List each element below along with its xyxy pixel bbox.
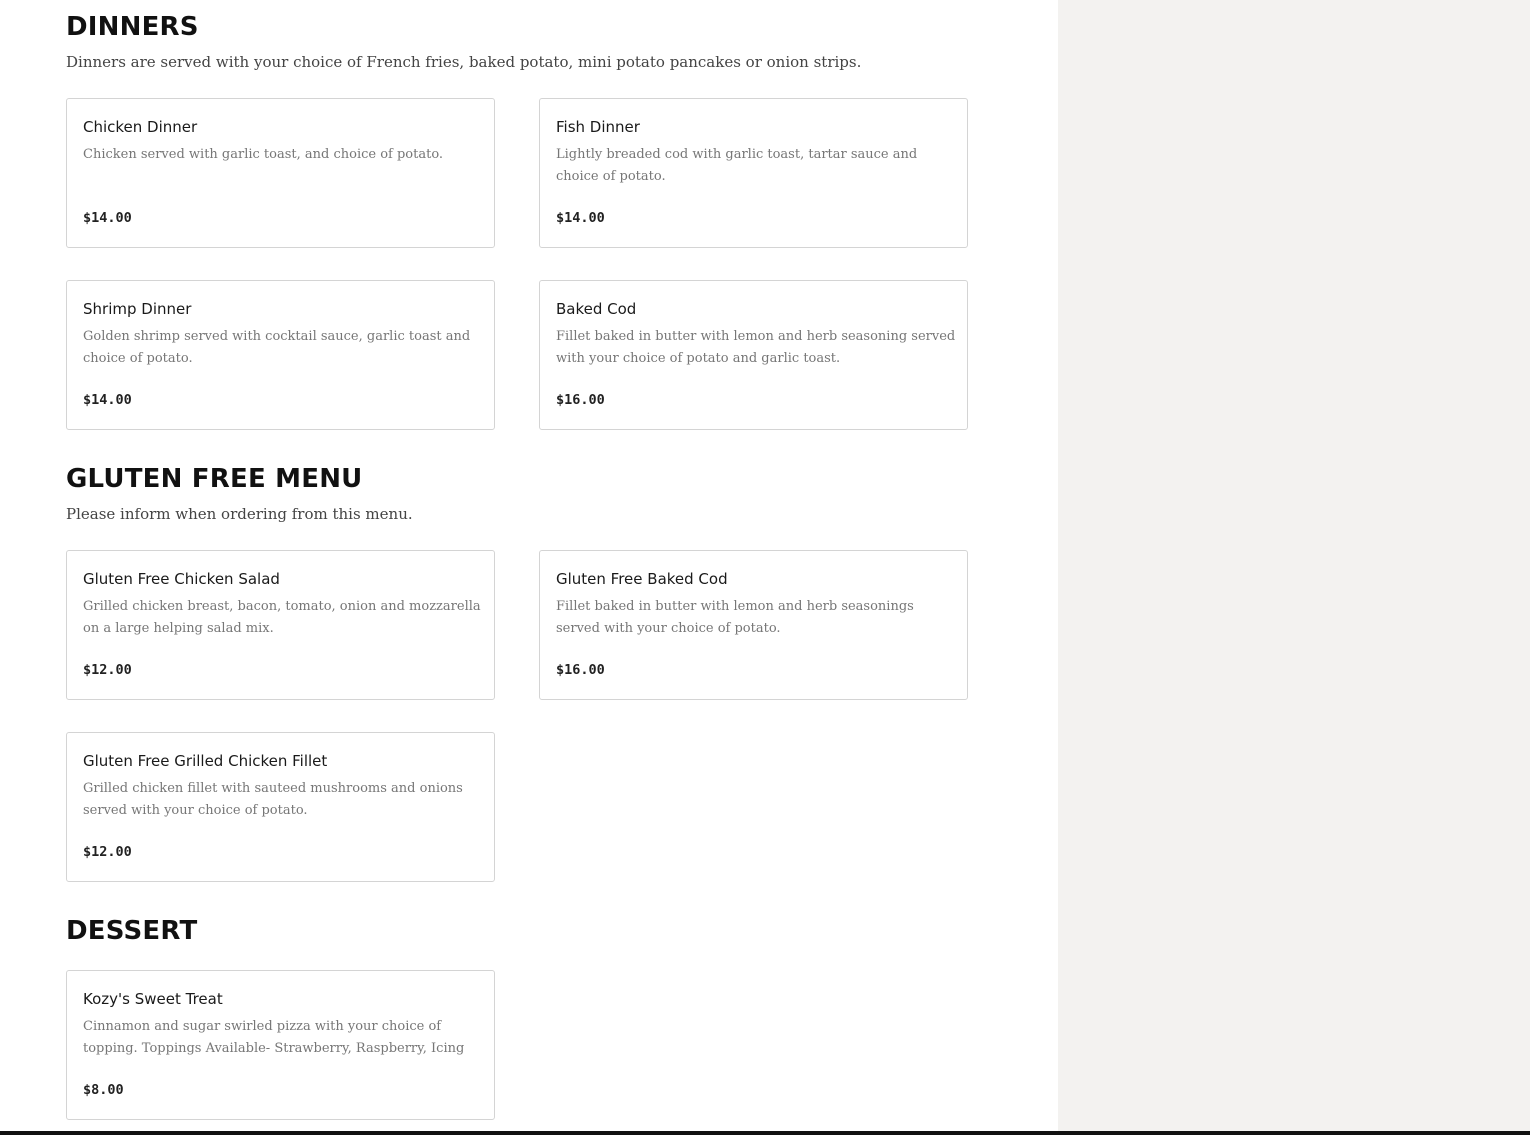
menu-item-description: Fillet baked in butter with lemon and herb seasoning served with your choice of potato and garlic toast. (556, 329, 956, 366)
side-panel (1058, 0, 1530, 1135)
menu-item-price: $16.00 (556, 662, 605, 678)
menu-item-name: Chicken Dinner (83, 118, 198, 136)
section-title-dinners: DINNERS (66, 12, 199, 42)
section-description-dinners: Dinners are served with your choice of French fries, baked potato, mini potato pancakes or onion strips. (66, 53, 862, 71)
menu-item-price: $12.00 (83, 844, 132, 860)
menu-item-description: Chicken served with garlic toast, and choice of potato. (83, 147, 444, 162)
section-title-gluten-free: GLUTEN FREE MENU (66, 464, 363, 494)
menu-item-shrimp-dinner[interactable] (66, 280, 495, 430)
menu-item-description: Cinnamon and sugar swirled pizza with your choice of topping. Toppings Available- Strawberry, Raspberry, Icing (83, 1019, 465, 1056)
menu-item-gluten-free-chicken-salad[interactable] (66, 550, 495, 700)
menu-item-price: $8.00 (83, 1082, 124, 1098)
menu-item-price: $14.00 (83, 210, 132, 226)
menu-item-description: Fillet baked in butter with lemon and herb seasonings served with your choice of potato. (556, 599, 914, 636)
menu-item-name: Gluten Free Baked Cod (556, 570, 728, 588)
menu-item-chicken-dinner[interactable] (66, 98, 495, 248)
menu-item-price: $16.00 (556, 392, 605, 408)
menu-item-description: Grilled chicken fillet with sauteed mushrooms and onions served with your choice of potato. (83, 781, 463, 818)
menu-item-name: Baked Cod (556, 300, 637, 318)
menu-item-gluten-free-grilled-chicken-fillet[interactable] (66, 732, 495, 882)
menu-item-name: Fish Dinner (556, 118, 640, 136)
bottom-bar (0, 1131, 1530, 1135)
menu-item-kozys-sweet-treat[interactable] (66, 970, 495, 1120)
menu-item-baked-cod[interactable] (539, 280, 968, 430)
menu-item-description: Golden shrimp served with cocktail sauce, garlic toast and choice of potato. (83, 329, 471, 366)
menu-item-price: $14.00 (556, 210, 605, 226)
menu-item-price: $12.00 (83, 662, 132, 678)
menu-item-description: Grilled chicken breast, bacon, tomato, onion and mozzarella on a large helping salad mix. (83, 599, 481, 636)
menu-item-fish-dinner[interactable] (539, 98, 968, 248)
menu-item-name: Shrimp Dinner (83, 300, 192, 318)
menu-item-name: Gluten Free Grilled Chicken Fillet (83, 752, 328, 770)
menu-item-price: $14.00 (83, 392, 132, 408)
menu-item-name: Kozy's Sweet Treat (83, 990, 223, 1008)
section-description-gluten-free: Please inform when ordering from this menu. (66, 505, 413, 523)
menu-item-name: Gluten Free Chicken Salad (83, 570, 280, 588)
menu-item-description: Lightly breaded cod with garlic toast, tartar sauce and choice of potato. (556, 147, 918, 184)
menu-item-gluten-free-baked-cod[interactable] (539, 550, 968, 700)
section-title-dessert: DESSERT (66, 916, 198, 946)
